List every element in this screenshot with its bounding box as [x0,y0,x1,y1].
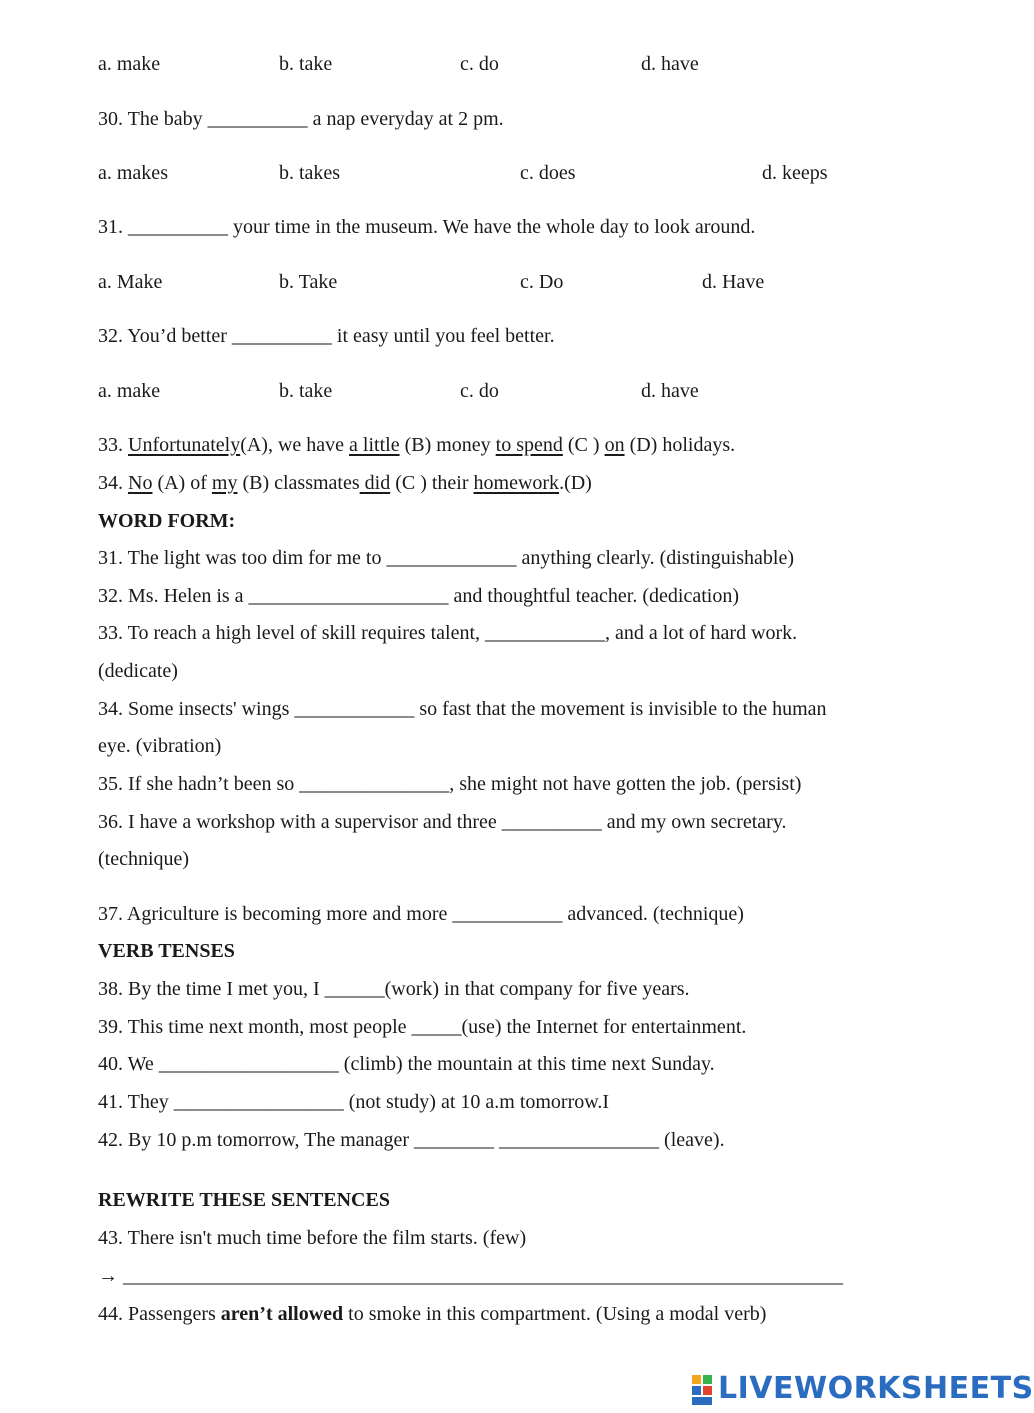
option-c: c. do [460,380,499,402]
option-b: b. take [279,53,333,75]
word-form-line: 32. Ms. Helen is a ____________________ and thoughtful teacher. (dedication) [98,585,739,607]
option-d: d. keeps [762,162,828,184]
underlined-c: to spend [495,434,563,456]
verb-tense-line: 42. By 10 p.m tomorrow, The manager ________ ________________ (leave). [98,1129,725,1151]
question-30: 30. The baby __________ a nap everyday at 2 pm. [98,108,504,130]
option-a: a. make [98,53,161,75]
underlined-d: homework [473,472,560,494]
option-c: c. Do [520,271,564,293]
underlined-b: my [211,472,238,494]
option-c: c. do [460,53,499,75]
liveworksheets-logo-icon [692,1373,714,1407]
option-b: b. take [279,380,333,402]
question-34-error: 34. No (A) of my (B) classmates did (C ) their homework.(D) [98,472,592,494]
word-form-line: 37. Agriculture is becoming more and more ___________ advanced. (technique) [98,903,744,925]
word-form-line: 36. I have a workshop with a supervisor and three __________ and my own secretary. [98,811,787,833]
question-32: 32. You’d better __________ it easy until you feel better. [98,325,555,347]
option-a: a. makes [98,162,168,184]
verb-tense-line: 40. We __________________ (climb) the mountain at this time next Sunday. [98,1053,715,1075]
option-d: d. have [641,380,699,402]
question-44: 44. Passengers aren’t allowed to smoke in this compartment. (Using a modal verb) [98,1303,767,1325]
word-form-line: (dedicate) [98,660,178,682]
question-33-error: 33. Unfortunately(A), we have a little (B) money to spend (C ) on (D) holidays. [98,434,736,456]
option-c: c. does [520,162,576,184]
word-form-line: 33. To reach a high level of skill requires talent, ____________, and a lot of hard work. [98,622,798,644]
question-31: 31. __________ your time in the museum. We have the whole day to look around. [98,216,756,238]
option-b: b. Take [279,271,338,293]
verb-tense-line: 41. They _________________ (not study) at 10 a.m tomorrow.I [98,1091,610,1113]
verb-tense-line: 39. This time next month, most people _____(use) the Internet for entertainment. [98,1016,747,1038]
verb-tense-line: 38. By the time I met you, I ______(work) in that company for five years. [98,978,690,1000]
option-b: b. takes [279,162,341,184]
underlined-a: No [128,472,153,494]
option-a: a. Make [98,271,163,293]
word-form-line: 34. Some insects' wings ____________ so fast that the movement is invisible to the human [98,698,827,720]
word-form-line: eye. (vibration) [98,735,222,757]
section-heading-rewrite: REWRITE THESE SENTENCES [98,1189,390,1211]
underlined-c: did [359,472,391,494]
liveworksheets-logo-text: LIVEWORKSHEETS [718,1371,1034,1406]
option-d: d. Have [702,271,765,293]
question-43: 43. There isn't much time before the film starts. (few) [98,1227,527,1249]
word-form-line: (technique) [98,848,190,870]
word-form-line: 35. If she hadn’t been so _______________, she might not have gotten the job. (persist) [98,773,802,795]
underlined-d: on [604,434,625,456]
option-d: d. have [641,53,699,75]
underlined-b: a little [349,434,400,456]
word-form-line: 31. The light was too dim for me to _____________ anything clearly. (distinguishable) [98,547,795,569]
section-heading-word-form: WORD FORM: [98,510,236,532]
section-heading-verb-tenses: VERB TENSES [98,940,235,962]
option-a: a. make [98,380,161,402]
underlined-a: Unfortunately [128,434,241,456]
answer-line: → ________________________________________________________________________ [98,1265,843,1287]
